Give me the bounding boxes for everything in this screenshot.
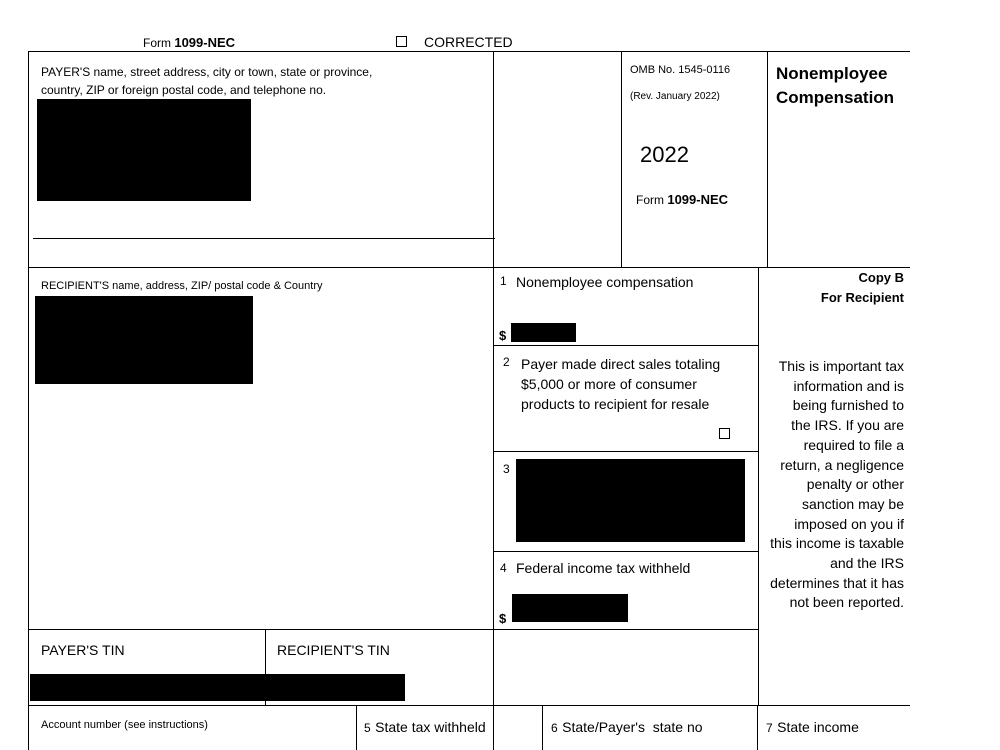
box4-number: 4	[500, 561, 507, 575]
notice-line: and the IRS	[830, 555, 904, 572]
box2-number: 2	[503, 355, 510, 369]
notice-line: required to file a	[803, 436, 904, 453]
corrected-label: CORRECTED	[424, 34, 513, 50]
box1-redaction	[511, 323, 576, 342]
notice-line: this income is taxable	[770, 535, 904, 552]
notice-line: sanction may be	[802, 495, 904, 512]
notice-line: the IRS. If you are	[791, 417, 904, 434]
for-recipient-label: For Recipient	[820, 290, 904, 305]
divider-box6	[542, 705, 543, 750]
divider-col-493	[493, 51, 494, 750]
box1-label: Nonemployee compensation	[516, 274, 694, 290]
box2-bottom	[493, 451, 758, 452]
divider-box7	[757, 705, 758, 750]
payer-label-line2: country, ZIP or foreign postal code, and telephone no.	[41, 83, 327, 97]
notice-line: This is important tax	[778, 358, 904, 374]
box1-number: 1	[500, 274, 507, 288]
recipient-redaction	[35, 296, 253, 384]
payer-redaction	[37, 99, 251, 201]
box5-cell	[364, 719, 486, 737]
box6-label: State/Payer's state no	[562, 719, 703, 735]
tin-redaction	[30, 674, 405, 701]
notice-line: imposed on you if	[794, 515, 904, 532]
omb-rev: (Rev. January 2022)	[630, 91, 720, 102]
box4-redaction	[512, 594, 628, 622]
box4-label: Federal income tax withheld	[516, 560, 691, 576]
divider-box5	[356, 705, 357, 750]
box4-dollar: $	[499, 611, 507, 626]
notice-line: penalty or other	[806, 476, 904, 493]
notice-line: being furnished to	[792, 397, 904, 414]
form-name: 1099-NEC	[174, 35, 236, 50]
left-border	[28, 51, 29, 750]
divider-omb-left	[621, 51, 622, 267]
box6-number: 6	[551, 721, 558, 735]
box5-label: State tax withheld	[375, 719, 486, 735]
form-header	[143, 35, 235, 50]
corrected-checkbox[interactable]	[396, 36, 407, 47]
payer-inner-line	[33, 238, 495, 239]
notice-text	[754, 357, 904, 613]
row-267-line	[28, 267, 910, 268]
recipient-tin-label: RECIPIENT'S TIN	[277, 642, 390, 658]
box3-bottom	[493, 551, 758, 552]
title-line2: Compensation	[776, 88, 895, 107]
box7-cell	[766, 719, 859, 737]
box2-checkbox[interactable]	[719, 428, 730, 439]
box2-line2: $5,000 or more of consumer	[521, 376, 697, 392]
omb-form-prefix: Form	[636, 193, 664, 207]
box3-number: 3	[503, 462, 510, 476]
tax-year: 2022	[640, 142, 689, 167]
box7-number: 7	[766, 721, 773, 735]
title-line1: Nonemployee	[776, 64, 888, 83]
notice-line: determines that it has	[770, 574, 904, 591]
omb-number: OMB No. 1545-0116	[630, 64, 731, 76]
box3-redaction	[516, 459, 745, 542]
recipient-label: RECIPIENT'S name, address, ZIP/ postal code & Country	[41, 280, 323, 292]
account-number-label: Account number (see instructions)	[41, 719, 208, 731]
form-prefix: Form	[143, 36, 171, 50]
box6-cell	[551, 719, 703, 737]
copy-b-label: Copy B	[858, 270, 904, 285]
box5-number: 5	[364, 721, 371, 735]
tin-top-line	[28, 629, 493, 630]
payer-tin-label: PAYER'S TIN	[41, 642, 125, 658]
box4-bottom	[493, 629, 758, 630]
notice-line: information and is	[793, 377, 904, 394]
box2-line3: products to recipient for resale	[521, 396, 710, 412]
bottom-row-line	[28, 705, 910, 706]
divider-omb-right	[767, 51, 768, 267]
box7-label: State income	[777, 719, 859, 735]
top-border	[28, 51, 910, 52]
notice-line: return, a negligence	[780, 456, 904, 473]
box1-bottom	[493, 345, 758, 346]
omb-form-name: 1099-NEC	[667, 192, 729, 207]
box1-dollar: $	[499, 328, 507, 343]
payer-label-line1: PAYER'S name, street address, city or town, state or province,	[41, 65, 373, 79]
box2-line1: Payer made direct sales totaling	[521, 356, 721, 372]
omb-form-label	[636, 192, 728, 207]
notice-line: not been reported.	[789, 594, 904, 611]
